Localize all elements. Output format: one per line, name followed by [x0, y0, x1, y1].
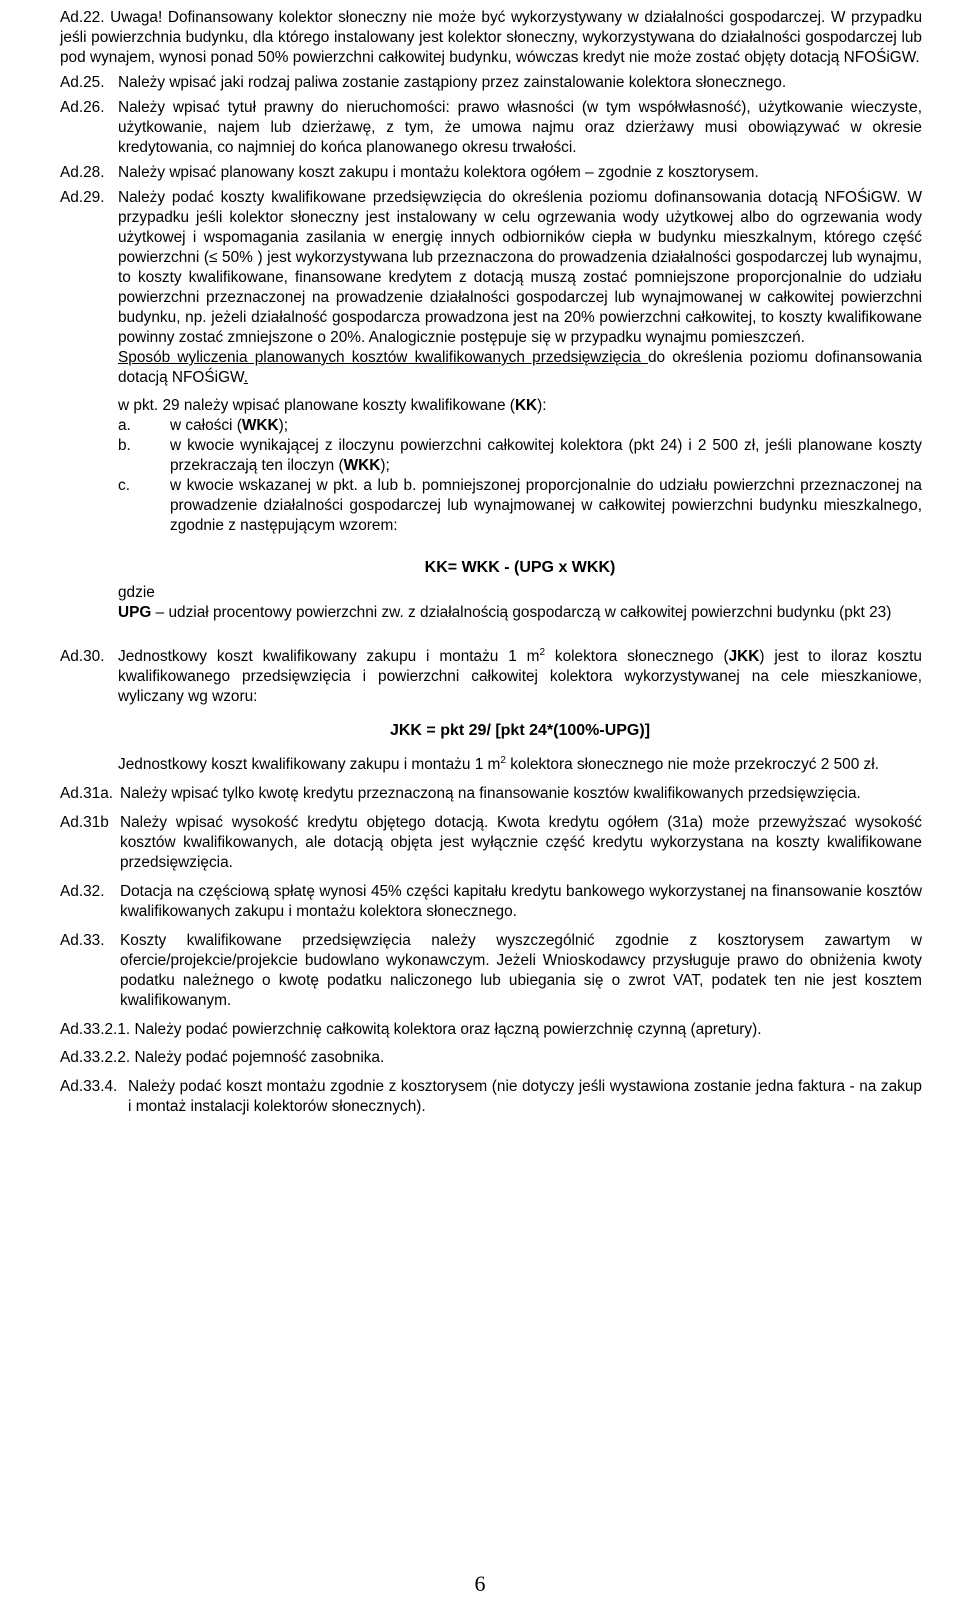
upg-definition-text: – udział procentowy powierzchni zw. z działalnością gospodarczą w całkowitej powierzchni budynku (pkt 23) [151, 604, 892, 621]
text-ad29: Należy podać koszty kwalifikowane przedsięwzięcia do określenia poziomu dofinansowania dotacją NFOŚiGW. W przypadku jeśli kolektor słoneczny jest instalowany w celu ogrzewania wody użytkowej albo do ogrzewania wody użytkowej i wspomagania zasilania w energię innych odbiorników ciepła w budynku mieszkalnym, którego część powierzchni (≤ 50% ) jest wykorzystywana lub przeznaczona do prowadzenia działalności gospodarczej lub wynajmu, to koszty kwalifikowane, finansowane kredytem z dotacją muszą zostać pomniejszone proporcjonalnie do udziału powierzchni przeznaczonej na prowadzenie działalności gospodarczej lub wynajmowanej w całkowitej powierzchni budynku, np. jeżeli działalność gospodarcza prowadzona jest na 20% powierzchni całkowitej, to koszty kwalifikowane powinny zostać zmniejszone o 20%. Analogicznie postępuje się w przypadku wynajmu pomieszczeń. [118, 189, 922, 346]
label-ad30: Ad.30. [60, 648, 105, 665]
paragraph-ad33 [60, 931, 922, 1011]
list-text: w kwocie wskazanej w pkt. a lub b. pomniejszonej proporcjonalnie do udziału powierzchni przeznaczonej na prowadzenie działalności gospodarczej lub wynajmowanej w całkowitej powierzchni budynku mieszkalnego, zgodnie z następującym wzorem: [170, 477, 922, 534]
ad29-intro-kk: KK [514, 397, 538, 414]
formula-kk: KK= WKK - (UPG x WKK) [424, 559, 616, 576]
list-marker: c. [118, 477, 130, 494]
paragraph-ad31a [60, 784, 922, 804]
label-ad25: Ad.25. [60, 74, 105, 91]
upg-term: UPG [118, 604, 152, 621]
label-ad3322: Ad.33.2.2. [60, 1049, 131, 1066]
text-ad31b: Należy wpisać wysokość kredytu objętego dotacją. Kwota kredytu ogółem (31a) może przewyższać wysokość kosztów kwalifikowanych, ale dotacją objęta jest wyłącznie część kredytu wykorzystana na koszty kwalifikowane przedsięwzięcia. [120, 814, 922, 871]
text-ad22: Uwaga! Dofinansowany kolektor słoneczny nie może być wykorzystywany w działalności gospodarczej. W przypadku jeśli powierzchnia budynku, dla którego instalowany jest kolektor słoneczny, wykorzystywana do działalności gospodarczej lub pod wynajem, wynosi ponad 50% powierzchni całkowitej budynku, wówczas kredyt nie może zostać objęty dotacją NFOŚiGW. [60, 9, 923, 66]
ad30-body [118, 647, 922, 775]
paragraph-ad25 [60, 73, 922, 93]
ad29-intro [118, 396, 922, 416]
text-ad3322: Należy podać pojemność zasobnika. [134, 1049, 385, 1066]
label-ad31a: Ad.31a. [60, 785, 114, 802]
ad29-where: gdzie [118, 584, 155, 601]
list-text: w całości (WKK); [170, 417, 289, 434]
ad29-intro-text: w pkt. 29 należy wpisać planowane koszty kwalifikowane ( [118, 397, 515, 414]
note-ad30: Jednostkowy koszt kwalifikowany zakupu i montażu 1 $m^2$ kolektora słonecznego nie może przekroczyć 2 500 zł. [118, 755, 879, 773]
paragraph-ad3322 [60, 1048, 922, 1068]
list-text: w kwocie wynikającej z iloczynu powierzchni całkowitej kolektora (pkt 24) i 2 500 zł, jeśli planowane koszty przekraczają ten iloczyn (WKK); [170, 437, 922, 474]
paragraph-ad30 [60, 647, 922, 775]
text-ad33: Koszty kwalifikowane przedsięwzięcia należy wyszczególnić zgodnie z kosztorysem zawartym w ofercie/projekcie/projekcie budowlano wykonawczym. Jeżeli Wnioskodawcy przysługuje prawo do obniżenia kwoty podatku należnego o kwotę podatku naliczonego lub ubiegania się o zwrot VAT, podatek ten nie jest kosztem kwalifikowanym. [120, 932, 922, 1009]
ad29-method-dot: . [243, 369, 249, 386]
list-item [118, 476, 922, 536]
list-item [118, 436, 922, 476]
label-ad31b: Ad.31b [60, 814, 109, 831]
text-ad25: Należy wpisać jaki rodzaj paliwa zostanie zastąpiony przez zainstalowanie kolektora słonecznego. [118, 74, 787, 91]
ad29-intro-end: ): [537, 397, 547, 414]
text-ad28: Należy wpisać planowany koszt zakupu i montażu kolektora ogółem – zgodnie z kosztorysem. [118, 164, 759, 181]
label-ad334: Ad.33.4. [60, 1078, 118, 1095]
list-marker: a. [118, 417, 131, 434]
label-ad33: Ad.33. [60, 932, 105, 949]
label-ad28: Ad.28. [60, 164, 105, 181]
label-ad29: Ad.29. [60, 189, 105, 206]
paragraph-ad26 [60, 98, 922, 158]
list-marker: b. [118, 437, 131, 454]
label-ad22: Ad.22. [60, 9, 105, 26]
page-number: 6 [474, 1571, 486, 1596]
paragraph-ad3321 [60, 1020, 922, 1040]
paragraph-ad334 [60, 1077, 922, 1117]
ad29-upg-definition [118, 603, 922, 623]
text-ad26: Należy wpisać tytuł prawny do nieruchomości: prawo własności (w tym współwłasność), użytkowanie wieczyste, użytkowanie, najem lub dzierżawę, z tym, że umowa najmu oraz dzierżawy musi obowiązywać w okresie kredytowania, co najmniej do końca planowanego okresu trwałości. [118, 99, 922, 156]
label-ad3321: Ad.33.2.1. [60, 1021, 131, 1038]
label-ad26: Ad.26. [60, 99, 105, 116]
ad29-method-underlined: Sposób wyliczenia planowanych kosztów kwalifikowanych przedsięwzięcia [118, 349, 648, 366]
paragraph-ad22 [60, 8, 922, 68]
formula-jkk: JKK = pkt 29/ [pkt 24*(100%-UPG)] [389, 722, 651, 739]
document-page [60, 8, 922, 1117]
paragraph-ad31b [60, 813, 922, 873]
ad29-list [118, 416, 922, 536]
ad29-method-rest: do określenia poziomu dofinansowania dotacją NFOŚiGW [118, 349, 922, 386]
ad29-method [118, 348, 922, 388]
label-ad32: Ad.32. [60, 883, 105, 900]
paragraph-ad32 [60, 882, 922, 922]
list-item [118, 416, 922, 436]
text-ad3321: Należy podać powierzchnię całkowitą kolektora oraz łączną powierzchnię czynną (apretury). [134, 1021, 762, 1038]
ad29-body [118, 188, 922, 623]
paragraph-ad28 [60, 163, 922, 183]
text-ad334: Należy podać koszt montażu zgodnie z kosztorysem (nie dotyczy jeśli wystawiona zostanie jedna faktura - na zakup i montaż instalacji kolektorów słonecznych). [128, 1078, 922, 1115]
text-ad30: Jednostkowy koszt kwalifikowany zakupu i montażu 1 $m^2$ kolektora słonecznego (JKK) jest to iloraz kosztu kwalifikowanego przedsięwzięcia i powierzchni całkowitej kolektora wykorzystywanej na cele mieszkaniowe, wyliczany wg wzoru: [118, 647, 922, 705]
text-ad32: Dotacja na częściową spłatę wynosi 45% części kapitału kredytu bankowego wykorzystanej na finansowanie kosztów kwalifikowanych zakupu i montażu kolektora słonecznego. [120, 883, 922, 920]
paragraph-ad29 [60, 188, 922, 623]
text-ad31a: Należy wpisać tylko kwotę kredytu przeznaczoną na finansowanie kosztów kwalifikowanych przedsięwzięcia. [120, 785, 861, 802]
